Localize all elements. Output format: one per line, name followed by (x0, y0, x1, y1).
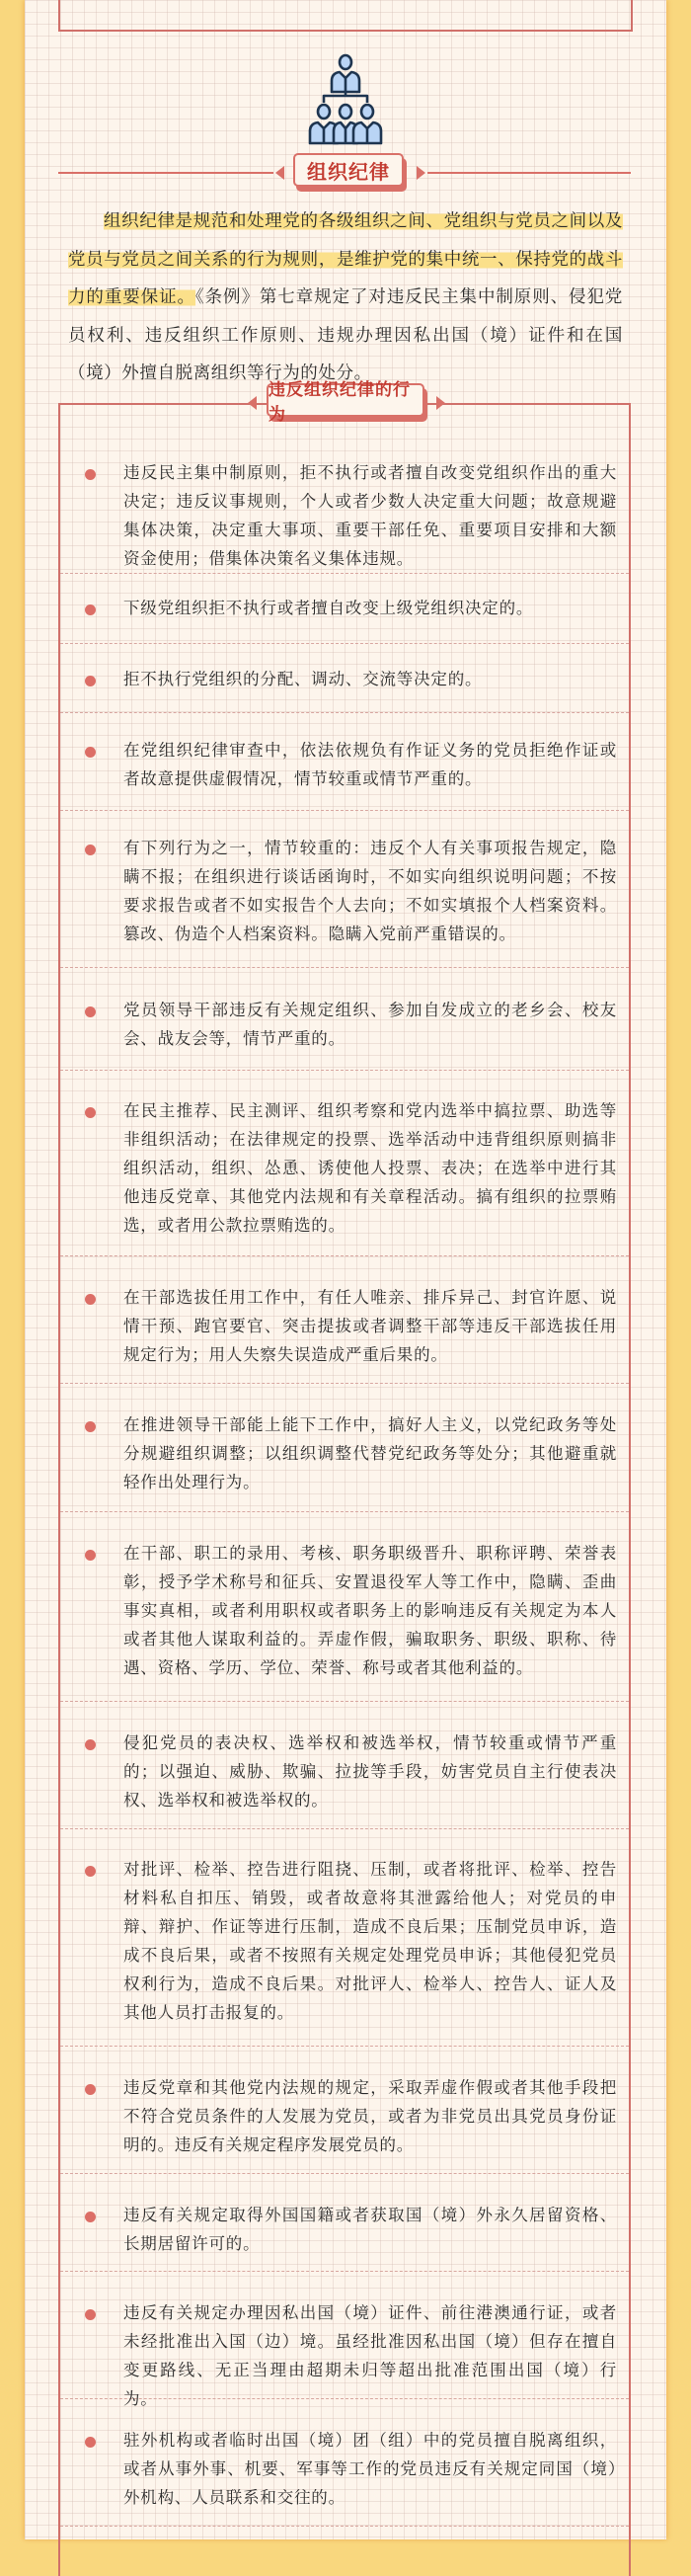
list-item (60, 405, 629, 574)
list-item (60, 2399, 629, 2527)
title-divider-left (58, 172, 273, 174)
bullet-icon (85, 845, 96, 855)
list-item (60, 2047, 629, 2174)
bullet-icon (85, 1107, 96, 1118)
list-item (60, 1512, 629, 1702)
intro-paragraph (68, 202, 623, 393)
bullet-icon (85, 1550, 96, 1561)
list-item (60, 811, 629, 968)
list-item (60, 2272, 629, 2408)
org-chart-people-icon (294, 51, 397, 145)
list-item (60, 644, 629, 713)
list-item (60, 1256, 629, 1384)
list-item-text: 违反党章和其他党内法规的规定，采取弄虚作假或者其他手段把不符合党员条件的人发展为党员，或者为非党员出具党员身份证明的。违反有关规定程序发展党员的。 (123, 2078, 617, 2154)
list-item-text: 违反有关规定取得外国国籍或者获取国（境）外永久居留资格、长期居留许可的。 (123, 2206, 617, 2253)
triangle-left-icon (248, 396, 257, 410)
list-item-text: 在推进领导干部能上能下工作中，搞好人主义，以党纪政务等处分规避组织调整；以组织调整代替党纪政务等处分；其他避重就轻作出处理行为。 (123, 1415, 617, 1491)
list-title: 违反组织纪律的行为 (267, 383, 424, 417)
section-title: 组织纪律 (293, 153, 404, 187)
list-item (60, 574, 629, 644)
triangle-right-icon (436, 396, 445, 410)
section-title-row (58, 153, 631, 193)
triangle-right-icon (417, 166, 425, 180)
list-item-text: 在民主推荐、民主测评、组织考察和党内选举中搞拉票、助选等非组织活动；在法律规定的投票、选举活动中违背组织原则搞非组织活动，组织、怂恿、诱使他人投票、表决；在选举中进行其他违反党章、其他党内法规和有关章程活动。搞有组织的拉票贿选，或者用公款拉票贿选的。 (123, 1101, 617, 1235)
previous-section-box (58, 0, 633, 32)
bullet-icon (85, 1866, 96, 1877)
list-item-text: 违反民主集中制原则，拒不执行或者擅自改变党组织作出的重大决定；违反议事规则，个人或者少数人决定重大问题；故意规避集体决策，决定重大事项、重要干部任免、重要项目安排和大额资金使用；借集体决策名义集体违规。 (123, 463, 617, 568)
bullet-icon (85, 1421, 96, 1432)
list-item (60, 2174, 629, 2272)
paper-background (25, 0, 666, 2539)
bullet-icon (85, 747, 96, 758)
list-item-text: 有下列行为之一，情节较重的：违反个人有关事项报告规定，隐瞒不报；在组织进行谈话函询时，不如实向组织说明问题；不按要求报告或者不如实报告个人去向；不如实填报个人档案资料。篡改、伪造个人档案资料。隐瞒入党前严重错误的。 (123, 839, 617, 943)
list-item-text: 在干部、职工的录用、考核、职务职级晋升、职称评聘、荣誉表彰，授予学术称号和征兵、安置退役军人等工作中，隐瞒、歪曲事实真相，或者利用职权或者职务上的影响违反有关规定为本人或者其他人谋取利益的。弄虚作假，骗取职务、职级、职称、待遇、资格、学历、学位、荣誉、称号或者其他利益的。 (123, 1544, 617, 1677)
list-item-text: 对批评、检举、控告进行阻挠、压制，或者将批评、检举、控告材料私自扣压、销毁，或者故意将其泄露给他人；对党员的申辩、辩护、作证等进行压制，造成不良后果；压制党员申诉，造成不良后果，或者不按照有关规定处理党员申诉；其他侵犯党员权利行为，造成不良后果。对批评人、检举人、控告人、证人及其他人员打击报复的。 (123, 1860, 617, 2022)
bullet-icon (85, 2309, 96, 2320)
list-item-text: 下级党组织拒不执行或者擅自改变上级党组织决定的。 (123, 599, 534, 617)
list-item (60, 1702, 629, 1829)
list-item-text: 党员领导干部违反有关规定组织、参加自发成立的老乡会、校友会、战友会等，情节严重的。 (123, 1001, 617, 1048)
list-item-text: 侵犯党员的表决权、选举权和被选举权，情节较重或情节严重的；以强迫、威胁、欺骗、拉拢等手段，妨害党员自主行使表决权、选举权和被选举权的。 (123, 1733, 617, 1810)
list-item-text: 违反有关规定办理因私出国（境）证件、前往港澳通行证，或者未经批准出入国（边）境。虽经批准因私出国（境）但存在擅自变更路线、无正当理由超期未归等超出批准范围出国（境）行为。 (123, 2303, 617, 2408)
intro-highlighted-text: 组织纪律是规范和处理党的各级组织之间、党组织与党员之间以及党员与党员之间关系的行为规则，是维护党的集中统一、保持党的战斗力的重要保证。 (68, 211, 623, 307)
list-item (60, 713, 629, 811)
bullet-icon (85, 1739, 96, 1750)
list-item (60, 1384, 629, 1512)
bullet-icon (85, 604, 96, 615)
triangle-left-icon (275, 166, 284, 180)
list-title-row (58, 380, 631, 425)
violations-list (58, 403, 631, 2576)
bullet-icon (85, 1294, 96, 1305)
bullet-icon (85, 469, 96, 480)
list-item (60, 1071, 629, 1256)
bullet-icon (85, 2212, 96, 2222)
title-divider-right (427, 172, 631, 174)
bullet-icon (85, 1006, 96, 1017)
list-item-text: 在干部选拔任用工作中，有任人唯亲、排斥异己、封官许愿、说情干预、跑官要官、突击提拔或者调整干部等违反干部选拔任用规定行为；用人失察失误造成严重后果的。 (123, 1288, 617, 1364)
list-item-text: 拒不执行党组织的分配、调动、交流等决定的。 (123, 670, 483, 688)
list-item-text: 驻外机构或者临时出国（境）团（组）中的党员擅自脱离组织，或者从事外事、机要、军事等工作的党员违反有关规定同国（境）外机构、人员联系和交往的。 (123, 2431, 617, 2507)
bullet-icon (85, 2437, 96, 2448)
list-item-text: 在党组织纪律审查中，依法依规负有作证义务的党员拒绝作证或者故意提供虚假情况，情节较重或情节严重的。 (123, 741, 617, 788)
list-item (60, 1829, 629, 2047)
bullet-icon (85, 676, 96, 686)
intro-rest-text: 《条例》第七章规定了对违反民主集中制原则、侵犯党员权利、违反组织工作原则、违规办理因私出国（境）证件和在国（境）外擅自脱离组织等行为的处分。 (68, 287, 623, 383)
list-item (60, 968, 629, 1071)
bullet-icon (85, 2084, 96, 2095)
